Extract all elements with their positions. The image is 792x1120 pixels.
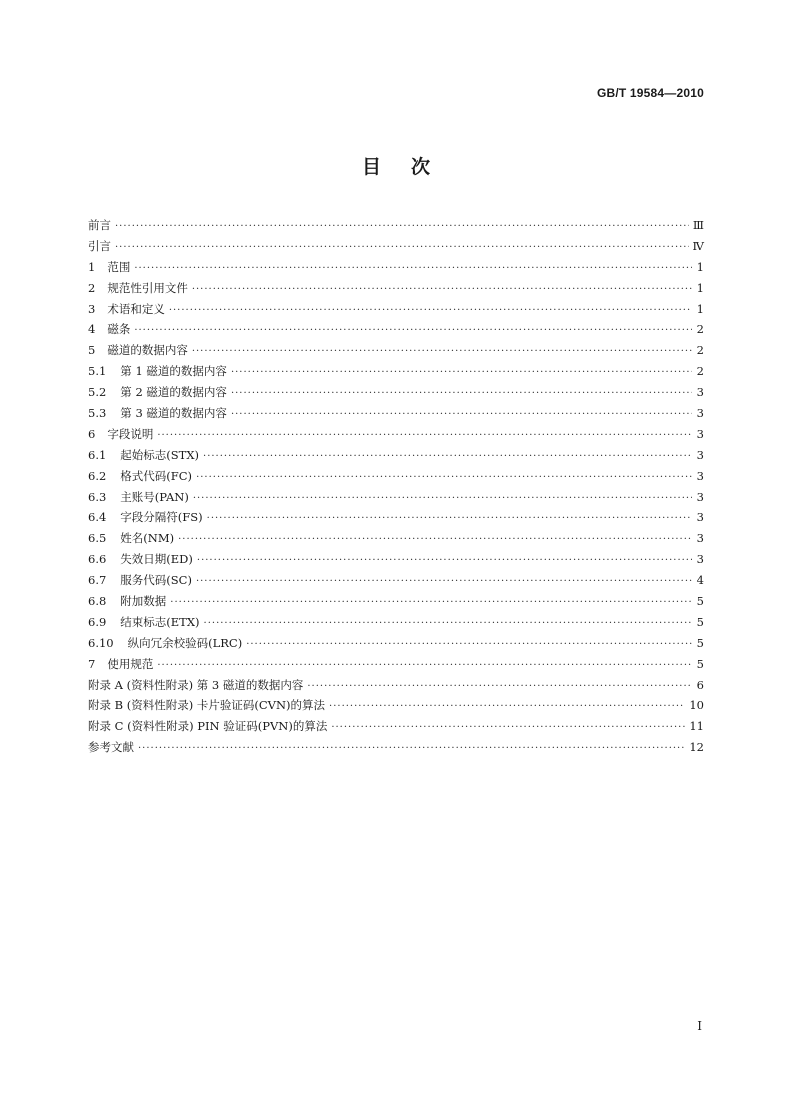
toc-entry-page: 12	[689, 740, 704, 755]
toc-entry-page: 3	[696, 510, 704, 525]
toc-entry-label: 附录 C (资料性附录) PIN 验证码(PVN)的算法	[88, 719, 328, 734]
toc-entry-page: Ⅳ	[692, 238, 704, 253]
toc-entry[interactable]	[88, 426, 704, 447]
toc-dot-leader	[192, 346, 692, 357]
toc-entry[interactable]	[88, 551, 704, 572]
toc-entry-label: 失效日期(ED)	[120, 552, 193, 567]
toc-entry[interactable]	[88, 593, 704, 614]
toc-entry-label: 结束标志(ETX)	[120, 614, 200, 629]
toc-entry-label: 附加数据	[120, 594, 167, 609]
toc-entry[interactable]	[88, 530, 704, 551]
toc-dot-leader	[329, 701, 685, 712]
toc-dot-leader	[193, 493, 692, 504]
toc-entry-page: 10	[689, 698, 704, 713]
toc-entry-page: 3	[696, 531, 704, 546]
toc-entry-number: 5.1	[88, 364, 107, 379]
toc-entry-label: 第 3 磁道的数据内容	[120, 406, 227, 421]
footer-page-number: I	[697, 1019, 702, 1033]
toc-entry-number: 6.9	[88, 614, 107, 629]
toc-entry[interactable]	[88, 489, 704, 510]
toc-entry-number: 3	[88, 301, 96, 316]
toc-entry-label: 字段说明	[107, 426, 154, 441]
toc-dot-leader	[204, 618, 692, 629]
toc-entry-number: 5.3	[88, 406, 107, 421]
toc-entry-number: 6.2	[88, 468, 107, 483]
toc-entry-page: 3	[696, 468, 704, 483]
toc-entry-number: 5.2	[88, 385, 107, 400]
toc-entry[interactable]	[88, 656, 704, 677]
toc-entry-number: 6.3	[88, 489, 107, 504]
toc-entry[interactable]	[88, 677, 704, 698]
toc-entry-page: 3	[696, 489, 704, 504]
toc-entry-label: 字段分隔符(FS)	[120, 510, 203, 525]
toc-entry-page: 6	[696, 677, 704, 692]
toc-entry-page: 3	[696, 385, 704, 400]
toc-entry[interactable]	[88, 217, 704, 238]
toc-entry-label: 服务代码(SC)	[120, 573, 192, 588]
toc-entry-number: 6.6	[88, 552, 107, 567]
toc-entry-label: 前言	[88, 218, 111, 232]
toc-entry-label: 纵向冗余校验码(LRC)	[127, 635, 243, 650]
toc-dot-leader	[192, 284, 692, 295]
toc-entry-page: 4	[696, 573, 704, 588]
toc-entry[interactable]	[88, 509, 704, 530]
toc-entry-label: 第 1 磁道的数据内容	[120, 364, 227, 379]
toc-entry-number: 5	[88, 343, 96, 358]
toc-entry-page: 5	[696, 614, 704, 629]
toc-dot-leader	[231, 388, 692, 399]
toc-entry-label: 格式代码(FC)	[120, 468, 193, 483]
toc-dot-leader	[197, 555, 692, 566]
toc-dot-leader	[231, 367, 692, 378]
toc-entry-label: 使用规范	[107, 656, 154, 671]
toc-entry[interactable]	[88, 635, 704, 656]
toc-dot-leader	[331, 722, 685, 733]
toc-entry-label: 磁条	[107, 322, 131, 337]
toc-entry-page: 11	[689, 719, 704, 734]
toc-entry-label: 主账号(PAN)	[120, 489, 189, 504]
toc-entry[interactable]	[88, 739, 704, 760]
toc-dot-leader	[115, 221, 689, 232]
toc-entry-label: 引言	[88, 238, 111, 253]
toc-entry-page: Ⅲ	[692, 218, 704, 232]
toc-dot-leader	[196, 472, 692, 483]
toc-entry-label: 规范性引用文件	[107, 280, 188, 295]
toc-entry[interactable]	[88, 342, 704, 363]
toc-entry[interactable]	[88, 321, 704, 342]
toc-entry-page: 3	[696, 426, 704, 441]
toc-entry-label: 第 2 磁道的数据内容	[120, 385, 227, 400]
toc-dot-leader	[246, 639, 692, 650]
toc-entry[interactable]	[88, 718, 704, 739]
toc-entry-page: 3	[696, 447, 704, 462]
toc-entry-page: 5	[696, 635, 704, 650]
standard-code: GB/T 19584—2010	[596, 86, 704, 100]
toc-entry[interactable]	[88, 238, 704, 259]
toc-entry-page: 2	[696, 364, 704, 379]
toc-entry-page: 3	[696, 406, 704, 421]
toc-entry-label: 附录 A (资料性附录) 第 3 磁道的数据内容	[88, 677, 304, 692]
toc-dot-leader	[115, 242, 689, 253]
toc-entry[interactable]	[88, 405, 704, 426]
toc-entry-page: 1	[696, 280, 704, 295]
toc-entry-page: 1	[696, 301, 704, 316]
toc-dot-leader	[169, 305, 692, 316]
toc-dot-leader	[203, 451, 692, 462]
toc-entry[interactable]	[88, 301, 704, 322]
toc-entry-number: 2	[88, 280, 96, 295]
toc-entry-number: 6.4	[88, 510, 107, 525]
toc-entry-number: 7	[88, 656, 96, 671]
toc-entry-page: 5	[696, 594, 704, 609]
toc-entry-page: 1	[696, 259, 704, 274]
toc-entry-number: 1	[88, 259, 96, 274]
toc-entry[interactable]	[88, 447, 704, 468]
toc-dot-leader	[157, 430, 692, 441]
toc-entry-page: 2	[696, 343, 704, 358]
toc-entry-label: 姓名(NM)	[120, 531, 175, 546]
toc-dot-leader	[134, 325, 692, 336]
toc-dot-leader	[307, 681, 692, 692]
toc-entry-label: 起始标志(STX)	[120, 447, 200, 462]
toc-entry-label: 术语和定义	[107, 301, 165, 316]
toc-entry-number: 6.8	[88, 594, 107, 609]
toc-entry[interactable]	[88, 384, 704, 405]
toc-entry[interactable]	[88, 280, 704, 301]
page-title: 目次	[361, 156, 460, 178]
table-of-contents	[88, 217, 704, 760]
toc-entry[interactable]	[88, 363, 704, 384]
toc-dot-leader	[207, 513, 692, 524]
toc-entry-label: 范围	[107, 259, 131, 274]
toc-entry[interactable]	[88, 468, 704, 489]
toc-entry-label: 磁道的数据内容	[107, 343, 188, 358]
toc-entry-number: 6.7	[88, 573, 107, 588]
toc-dot-leader	[196, 576, 692, 587]
toc-entry-number: 6.1	[88, 447, 107, 462]
toc-dot-leader	[138, 743, 685, 754]
toc-dot-leader	[170, 597, 692, 608]
toc-entry-number: 4	[88, 322, 96, 337]
toc-entry-page: 5	[696, 656, 704, 671]
toc-entry-number: 6.5	[88, 531, 107, 546]
toc-dot-leader	[157, 660, 692, 671]
toc-dot-leader	[231, 409, 692, 420]
toc-entry-page: 2	[696, 322, 704, 337]
toc-entry[interactable]	[88, 259, 704, 280]
toc-entry-page: 3	[696, 552, 704, 567]
toc-entry[interactable]	[88, 572, 704, 593]
toc-entry-label: 参考文献	[88, 740, 134, 755]
toc-entry[interactable]	[88, 614, 704, 635]
toc-entry-label: 附录 B (资料性附录) 卡片验证码(CVN)的算法	[88, 698, 326, 713]
toc-dot-leader	[134, 263, 692, 274]
toc-dot-leader	[178, 534, 692, 545]
toc-entry-number: 6	[88, 426, 96, 441]
toc-entry[interactable]	[88, 697, 704, 718]
toc-entry-number: 6.10	[88, 635, 114, 650]
